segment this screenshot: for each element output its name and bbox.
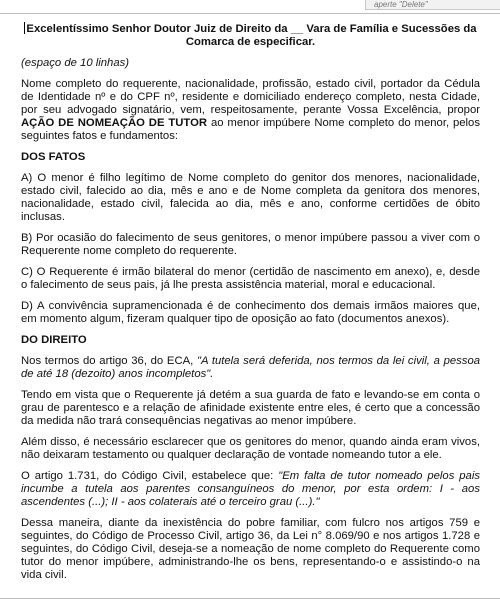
intro-paragraph [21,78,480,143]
document-title [21,22,480,49]
direito-p2: Tendo em vista que o Requerente já detém a sua guarda de fato e levando-se em conta o grau de parentesco e a relação de afinidade existente entre eles, é certo que a concessão da medida não trará consequências negativas ao menor impúbere. [21,389,480,427]
intro-tail: ao menor impúbere Nome completo do menor, pelos seguintes fatos e fundamentos: [21,117,480,142]
civil-code-quote: "Em falta de tutor nomeado pelos pais incumbe a tutela aos parentes consanguíneos do menor, por esta ordem: I - aos ascendentes (...); II - aos colaterais até o terceiro grau (...)." [21,470,480,508]
direito-p4-text: O artigo 1.731, do Código Civil, estabelece que: [21,470,279,482]
delete-hint: aperte "Delete" [365,0,500,10]
fato-c: C) O Requerente é irmão bilateral do menor (certidão de nascimento em anexo), e, desde o falecimento de seus pais, já lhe presta assistência material, moral e educacional. [21,266,480,291]
fato-a: A) O menor é filho legítimo de Nome completo do genitor dos menores, nacionalidade, estado civil, falecido ao dia, mês e ano e de Nome completa da genitora dos menores, nacionalidade, estado civil, falecida ao dia, mês e ano, conforme certidões de óbito inclusas. [21,172,480,223]
action-name: AÇÃO DE NOMEAÇÃO DE TUTOR [21,117,208,129]
fato-d: D) A convivência supramencionada é de conhecimento dos demais irmãos maiores que, em momento algum, fizeram qualquer tipo de oposição ao fato (documentos anexos). [21,300,480,325]
title-line-2: Comarca de especificar. [185,36,316,48]
intro-text: Nome completo do requerente, nacionalidade, profissão, estado civil, portador da Cédula de Identidade nº e do CPF nº, residente e domiciliado endereço completo, nesta Cidade, por seu advogado signatário, vem, respeitosamente, perante Vossa Excelência, propor [21,78,480,116]
direito-p5: Dessa maneira, diante da inexistência do pobre familiar, com fulcro nos artigos 759 e seguintes, do Código de Processo Civil, artigo 36, da Lei n° 8.069/90 e nos artigos 1.728 e seguintes, do Código Civil, deseja-se a nomeação de nome completo do Requerente como tutor do menor impúbere, administrando-lhe os bens, representando-o e assistindo-o na vida civil. [21,517,480,581]
direito-p1-text: Nos termos do artigo 36, do ECA, [21,355,197,367]
frame-bottom-border [0,598,500,599]
title-line-1: Excelentíssimo Senhor Doutor Juiz de Direito da __ Vara de Família e Sucessões da [26,23,477,35]
direito-p3: Além disso, é necessário esclarecer que os genitores do menor, quando ainda eram vivos, não deixaram testamento ou qualquer declaração de vontade nomeando tutor a ele. [21,436,480,461]
heading-do-direito: DO DIREITO [21,334,87,346]
fato-b: B) Por ocasião do falecimento de seus genitores, o menor impúbere passou a viver com o Requerente nome completo do requerente. [21,232,480,257]
eca-quote: "A tutela será deferida, nos termos da lei civil, a pessoa de até 18 (dezoito) anos incompletos". [21,355,481,380]
direito-p4 [21,470,480,509]
heading-dos-fatos: DOS FATOS [21,151,86,163]
spacing-note: (espaço de 10 linhas) [21,57,130,69]
direito-p1 [21,355,480,381]
document-body[interactable] [21,22,480,582]
frame-top-border [0,13,500,14]
